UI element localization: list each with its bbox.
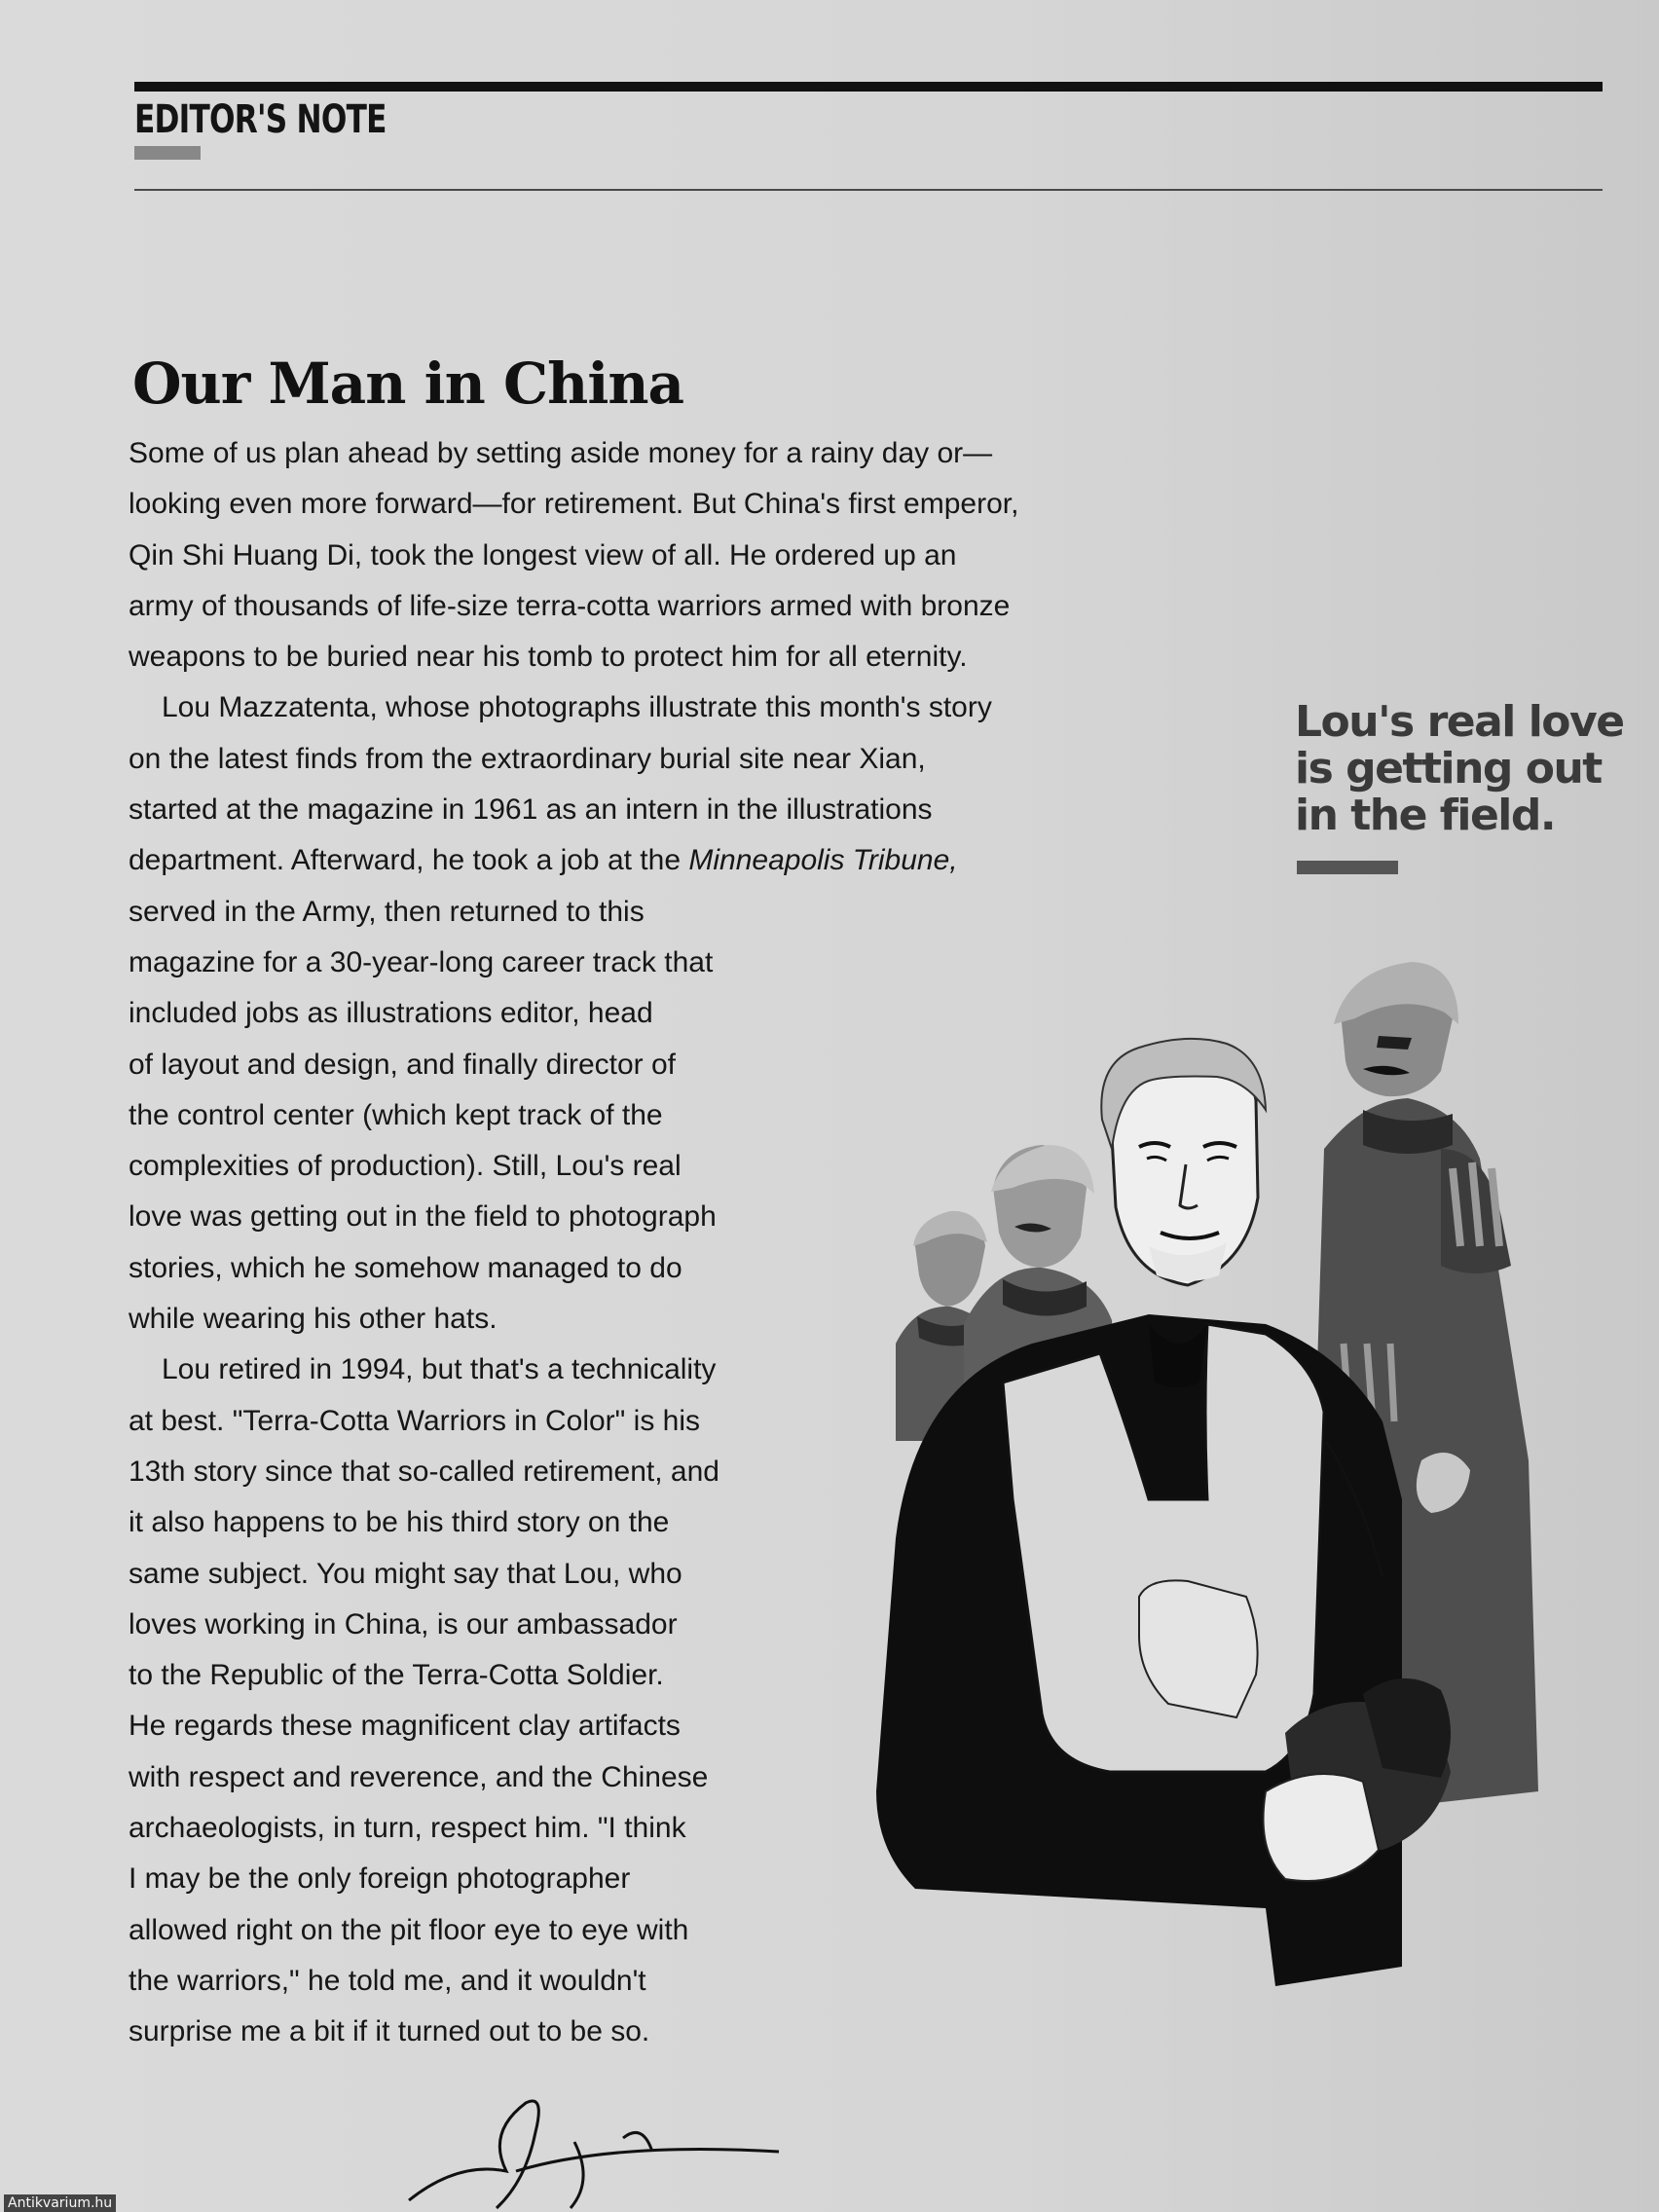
signature-icon — [399, 2093, 808, 2212]
pull-quote-line: is getting out — [1295, 744, 1602, 793]
body-line: love was getting out in the field to photograph — [129, 1200, 717, 1234]
pull-quote-line: Lou's real love — [1295, 697, 1624, 747]
photographer-head — [1101, 1039, 1266, 1285]
header-divider — [134, 189, 1603, 191]
body-line-with-italic — [129, 835, 1199, 886]
body-line: 13th story since that so-called retirement, and — [129, 1455, 719, 1488]
body-line: to the Republic of the Terra-Cotta Soldier. — [129, 1659, 664, 1692]
body-line: at best. "Terra-Cotta Warriors in Color" is his — [129, 1404, 701, 1437]
body-line: while wearing his other hats. — [129, 1303, 498, 1336]
pull-quote-mark — [1297, 861, 1398, 874]
photographer-figure — [876, 1314, 1402, 1986]
body-line: He regards these magnificent clay artifacts — [129, 1710, 681, 1743]
body-line: complexities of production). Still, Lou's real — [129, 1150, 682, 1183]
body-line: the warriors," he told me, and it wouldn't — [129, 1964, 646, 1997]
pull-quote-line: in the field. — [1295, 791, 1556, 840]
body-line: stories, which he somehow managed to do — [129, 1251, 682, 1284]
body-line: archaeologists, in turn, respect him. "I think — [129, 1812, 686, 1845]
body-line: Lou Mazzatenta, whose photographs illustrate this month's story — [162, 691, 992, 724]
body-line: with respect and reverence, and the Chinese — [129, 1760, 709, 1793]
pull-quote — [1295, 699, 1645, 839]
body-line: I may be the only foreign photographer — [129, 1862, 631, 1896]
body-line: Qin Shi Huang Di, took the longest view of all. He ordered up an — [129, 538, 957, 571]
body-line: loves working in China, is our ambassador — [129, 1607, 678, 1641]
paragraph-1 — [129, 428, 1199, 682]
body-line: served in the Army, then returned to this — [129, 895, 645, 928]
publication-name: Minneapolis Tribune, — [688, 844, 958, 877]
body-line: started at the magazine in 1961 as an intern in the illustrations — [129, 793, 933, 827]
body-line: it also happens to be his third story on the — [129, 1506, 670, 1539]
body-line: weapons to be buried near his tomb to protect him for all eternity. — [129, 641, 968, 674]
body-line: army of thousands of life-size terra-cotta warriors armed with bronze — [129, 589, 1011, 622]
body-line: surprise me a bit if it turned out to be so. — [129, 2015, 650, 2048]
section-label: EDITOR'S NOTE — [134, 97, 387, 142]
watermark: Antikvarium.hu — [4, 2194, 116, 2212]
body-line: Lou retired in 1994, but that's a technicality — [162, 1353, 717, 1386]
body-line: of layout and design, and finally director of — [129, 1048, 677, 1081]
body-line: same subject. You might say that Lou, who — [129, 1557, 682, 1590]
header-rule — [134, 82, 1603, 92]
section-label-mark — [134, 146, 201, 160]
article-headline: Our Man in China — [132, 350, 684, 417]
portrait-illustration — [857, 954, 1659, 2054]
body-line: included jobs as illustrations editor, head — [129, 997, 653, 1030]
body-line-start: department. Afterward, he took a job at the — [129, 844, 682, 877]
body-line: magazine for a 30-year-long career track that — [129, 945, 714, 978]
body-line: Some of us plan ahead by setting aside money for a rainy day or— — [129, 437, 993, 469]
body-line: the control center (which kept track of the — [129, 1098, 663, 1131]
body-line: allowed right on the pit floor eye to eye with — [129, 1913, 689, 1946]
body-line: looking even more forward—for retirement. But China's first emperor, — [129, 488, 1019, 521]
body-line: on the latest finds from the extraordinary burial site near Xian, — [129, 742, 926, 775]
